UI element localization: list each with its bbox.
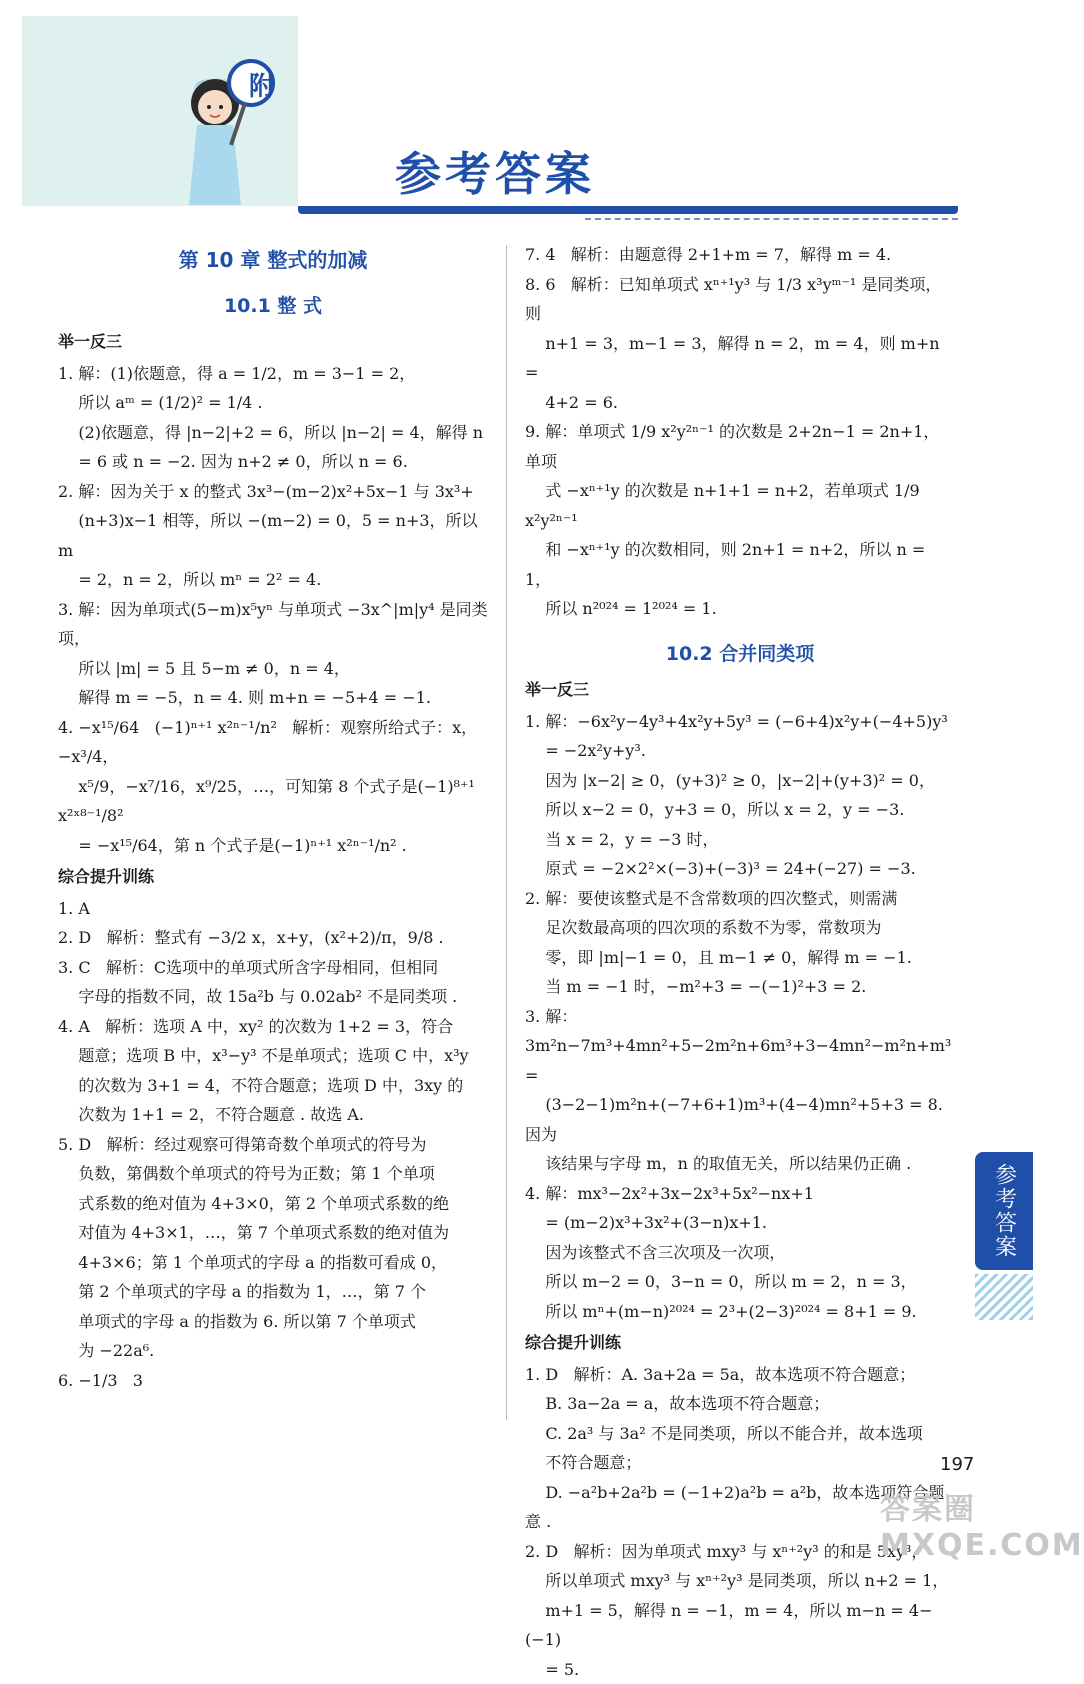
section-heading-10-1: 10.1 整 式 <box>58 286 488 322</box>
answer-line: 所以 x−2 = 0，y+3 = 0，所以 x = 2，y = −3. <box>525 795 955 825</box>
answer-line: x⁵/9，−x⁷/16，x⁹/25，…，可知第 8 个式子是(−1)⁸⁺¹ x²ˣ⁸⁻¹/8² <box>58 772 488 831</box>
answer-line: 7. 4 解析：由题意得 2+1+m = 7，解得 m = 4. <box>525 240 955 270</box>
answer-line: 式系数的绝对值为 4+3×0，第 2 个单项式系数的绝 <box>58 1189 488 1219</box>
answer-line: 1. 解：(1)依题意，得 a = 1/2，m = 3−1 = 2， <box>58 359 488 389</box>
answer-line: 所以单项式 mxy³ 与 xⁿ⁺²y³ 是同类项，所以 n+2 = 1， <box>525 1566 955 1596</box>
answer-line: 2. D 解析：整式有 −3/2 x，x+y，(x²+2)/π，9/8 . <box>58 923 488 953</box>
answer-line: = 2，n = 2，所以 mⁿ = 2² = 4. <box>58 565 488 595</box>
subheading-practice: 举一反三 <box>525 675 955 705</box>
answer-line: 足次数最高项的四次项的系数不为零，常数项为 <box>525 913 955 943</box>
side-tab-answers[interactable]: 参考答案 <box>975 1152 1033 1270</box>
answer-line: C. 2a³ 与 3a² 不是同类项，所以不能合并，故本选项 <box>525 1419 955 1449</box>
answer-line: 1. D 解析：A. 3a+2a = 5a，故本选项不符合题意； <box>525 1360 955 1390</box>
answer-line: = (m−2)x³+3x²+(3−n)x+1. <box>525 1208 955 1238</box>
answer-line: 次数为 1+1 = 2，不符合题意 . 故选 A. <box>58 1100 488 1130</box>
answer-line: 4. A 解析：选项 A 中，xy² 的次数为 1+2 = 3，符合 <box>58 1012 488 1042</box>
answer-line: 9. 解：单项式 1/9 x²y²ⁿ⁻¹ 的次数是 2+2n−1 = 2n+1，单项 <box>525 417 955 476</box>
answer-list-comprehensive <box>58 894 488 1396</box>
answer-line: 第 2 个单项式的字母 a 的指数为 1，…，第 7 个 <box>58 1277 488 1307</box>
watermark: 答案圈 MXQE.COM <box>880 1484 1084 1563</box>
answer-line: 当 m = −1 时，−m²+3 = −(−1)²+3 = 2. <box>525 972 955 1002</box>
answer-line: 2. 解：要使该整式是不含常数项的四次整式，则需满 <box>525 884 955 914</box>
answer-line: 3. 解：因为单项式(5−m)x⁵yⁿ 与单项式 −3x^|m|y⁴ 是同类项， <box>58 595 488 654</box>
answer-line: 2. 解：因为关于 x 的整式 3x³−(m−2)x²+5x−1 与 3x³+ <box>58 477 488 507</box>
answer-line: 的次数为 3+1 = 4，不符合题意；选项 D 中，3xy 的 <box>58 1071 488 1101</box>
subheading-comprehensive: 综合提升训练 <box>525 1328 955 1358</box>
answer-line: 3. 解：3m²n−7m³+4mn²+5−2m²n+6m³+3−4mn²−m²n+m³ = <box>525 1002 955 1091</box>
answer-line: 因为该整式不含三次项及一次项， <box>525 1238 955 1268</box>
answer-line: 该结果与字母 m，n 的取值无关，所以结果仍正确 . <box>525 1149 955 1179</box>
answer-line: 为 −22a⁶. <box>58 1336 488 1366</box>
page-number: 197 <box>940 1454 974 1475</box>
answer-line: 所以 aᵐ = (1/2)² = 1/4 . <box>58 388 488 418</box>
answer-line: 负数，第偶数个单项式的符号为正数；第 1 个单项 <box>58 1159 488 1189</box>
chapter-heading: 第 10 章 整式的加减 <box>58 240 488 276</box>
subheading-practice: 举一反三 <box>58 327 488 357</box>
section-heading-10-2: 10.2 合并同类项 <box>525 634 955 670</box>
column-divider <box>506 245 507 1420</box>
answer-line: 式 −xⁿ⁺¹y 的次数是 n+1+1 = n+2，若单项式 1/9 x²y²ⁿ⁻¹ <box>525 476 955 535</box>
subheading-comprehensive: 综合提升训练 <box>58 862 488 892</box>
answer-list-continued <box>525 240 955 624</box>
appendix-badge: 附 <box>237 66 287 103</box>
answer-line: = −x¹⁵/64，第 n 个式子是(−1)ⁿ⁺¹ x²ⁿ⁻¹/n² . <box>58 831 488 861</box>
answer-line: 所以 m−2 = 0，3−n = 0，所以 m = 2，n = 3， <box>525 1267 955 1297</box>
answer-line: 原式 = −2×2²×(−3)+(−3)³ = 24+(−27) = −3. <box>525 854 955 884</box>
answer-line: 5. D 解析：经过观察可得第奇数个单项式的符号为 <box>58 1130 488 1160</box>
answer-line: B. 3a−2a = a，故本选项不符合题意； <box>525 1389 955 1419</box>
answer-line: 解得 m = −5，n = 4. 则 m+n = −5+4 = −1. <box>58 683 488 713</box>
answer-line: 8. 6 解析：已知单项式 xⁿ⁺¹y³ 与 1/3 x³yᵐ⁻¹ 是同类项，则 <box>525 270 955 329</box>
answer-line: 4+2 = 6. <box>525 388 955 418</box>
answer-line: m+1 = 5，解得 n = −1，m = 4，所以 m−n = 4−(−1) <box>525 1596 955 1655</box>
answer-line: D. −a²b+2a²b = (−1+2)a²b = a²b，故本选项符合题意 . <box>525 1478 955 1537</box>
answer-line: 不符合题意； <box>525 1448 955 1478</box>
answer-line: 1. 解：−6x²y−4y³+4x²y+5y³ = (−6+4)x²y+(−4+5)y³ <box>525 707 955 737</box>
answer-line: 1. A <box>58 894 488 924</box>
answer-line: (2)依题意，得 |n−2|+2 = 6，所以 |n−2| = 4，解得 n <box>58 418 488 448</box>
answer-line: 对值为 4+3×1，…，第 7 个单项式系数的绝对值为 <box>58 1218 488 1248</box>
answer-line: 所以 |m| = 5 且 5−m ≠ 0，n = 4， <box>58 654 488 684</box>
answer-line: = 5. <box>525 1655 955 1684</box>
header-dashed-rule <box>585 218 958 220</box>
answer-line: 字母的指数不同，故 15a²b 与 0.02ab² 不是同类项 . <box>58 982 488 1012</box>
side-tab-hatch <box>975 1274 1033 1320</box>
header-rule <box>298 206 958 214</box>
answer-list-practice <box>525 707 955 1327</box>
answer-list-practice <box>58 359 488 861</box>
answer-line: 所以 n²⁰²⁴ = 1²⁰²⁴ = 1. <box>525 594 955 624</box>
answer-line: 所以 mⁿ+(m−n)²⁰²⁴ = 2³+(2−3)²⁰²⁴ = 8+1 = 9. <box>525 1297 955 1327</box>
answer-line: 4. −x¹⁵/64 (−1)ⁿ⁺¹ x²ⁿ⁻¹/n² 解析：观察所给式子：x，−x³/4， <box>58 713 488 772</box>
answer-line: = −2x²y+y³. <box>525 736 955 766</box>
answer-line: 当 x = 2，y = −3 时， <box>525 825 955 855</box>
answer-line: 单项式的字母 a 的指数为 6. 所以第 7 个单项式 <box>58 1307 488 1337</box>
answer-line: (n+3)x−1 相等，所以 −(m−2) = 0，5 = n+3，所以 m <box>58 506 488 565</box>
answer-line: 因为 |x−2| ≥ 0，(y+3)² ≥ 0，|x−2|+(y+3)² = 0， <box>525 766 955 796</box>
page-title: 参考答案 <box>395 138 595 204</box>
left-column <box>58 240 488 1395</box>
right-column <box>525 240 955 1684</box>
answer-line: 零，即 |m|−1 = 0，且 m−1 ≠ 0，解得 m = −1. <box>525 943 955 973</box>
answer-line: (3−2−1)m²n+(−7+6+1)m³+(4−4)mn²+5+3 = 8. 因为 <box>525 1090 955 1149</box>
answer-line: 4+3×6；第 1 个单项式的字母 a 的指数可看成 0， <box>58 1248 488 1278</box>
answer-line: 3. C 解析：C选项中的单项式所含字母相同，但相同 <box>58 953 488 983</box>
answer-line: 4. 解：mx³−2x²+3x−2x³+5x²−nx+1 <box>525 1179 955 1209</box>
answer-line: 和 −xⁿ⁺¹y 的次数相同，则 2n+1 = n+2，所以 n = 1， <box>525 535 955 594</box>
answer-line: = 6 或 n = −2. 因为 n+2 ≠ 0，所以 n = 6. <box>58 447 488 477</box>
answer-line: 2. D 解析：因为单项式 mxy³ 与 xⁿ⁺²y³ 的和是 5xy³， <box>525 1537 955 1567</box>
answer-line: 题意；选项 B 中，x³−y³ 不是单项式；选项 C 中，x³y <box>58 1041 488 1071</box>
answer-line: 6. −1/3 3 <box>58 1366 488 1396</box>
answer-line: n+1 = 3，m−1 = 3，解得 n = 2，m = 4，则 m+n = <box>525 329 955 388</box>
